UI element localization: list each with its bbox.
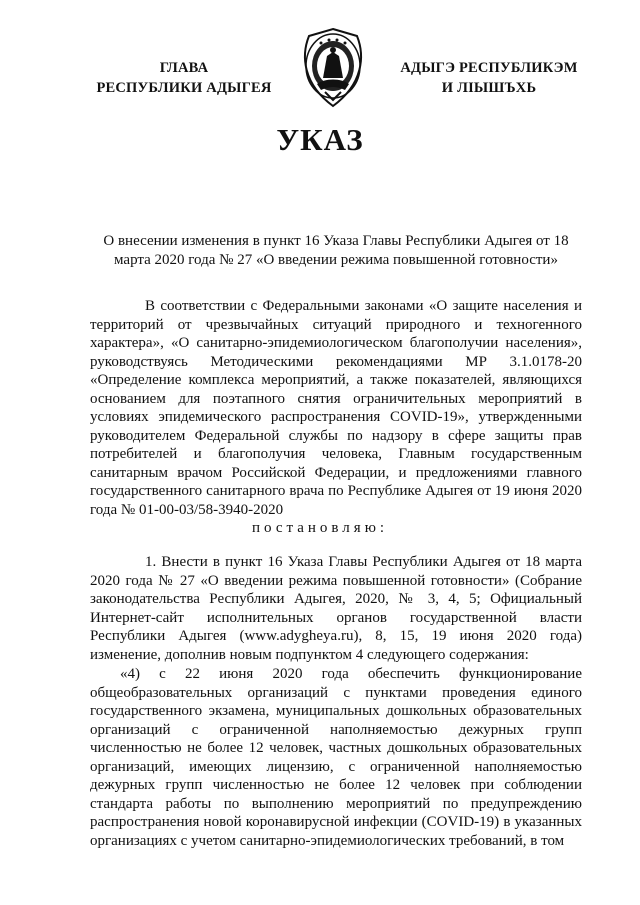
issuer-russian bbox=[86, 58, 282, 98]
document-title: УКАЗ bbox=[276, 122, 364, 157]
document-subject: О внесении изменения в пункт 16 Указа Главы Республики Адыгея от 18 марта 2020 года № 27 «О введении режима повышенной готовности» bbox=[103, 233, 569, 268]
coat-of-arms-icon bbox=[295, 26, 371, 110]
issuer-adyghe bbox=[384, 58, 594, 98]
issuer-adyghe-line1: АДЫГЭ РЕСПУБЛИКЭМ bbox=[400, 60, 578, 76]
issuer-russian-line1: ГЛАВА bbox=[159, 60, 209, 76]
preamble-paragraph: В соответствии с Федеральными законами «О защите населения и территорий от чрезвычайных ситуаций природного и техногенного характера», «О санитарно-эпидемиологическом благополучии населения», руководствуясь Методическими рекомендациями МР 3.1.0178-20 «Определение комплекса мероприятий, а также показателей, являющихся основанием для поэтапного снятия ограничительных мероприятий в условиях эпидемического распространения COVID-19», утвержденными руководителем Федеральной службы по надзору в сфере защиты прав потребителей и благополучия человека, Главным государственным санитарным врачом Российской Федерации, и предложениями главного государственного санитарного врача по Республике Адыгея от 19 июня 2020 года № 01-00-03/58-3940-2020 bbox=[90, 298, 582, 518]
item-1-paragraph: 1. Внести в пункт 16 Указа Главы Республики Адыгея от 18 марта 2020 года № 27 «О введении режима повышенной готовности» (Собрание законодательства Республики Адыгея, 2020, № 3, 4, 5; Официальный Интернет-сайт исполнительных органов государственной власти Республики Адыгея (www.adygheya.ru), 8, 15, 19 июня 2020 года) изменение, дополнив новым подпунктом 4 следующего содержания: bbox=[90, 554, 582, 663]
issuer-adyghe-line2: И ЛІЫШЪХЬ bbox=[441, 80, 537, 96]
issuer-russian-line2: РЕСПУБЛИКИ АДЫГЕЯ bbox=[96, 80, 272, 96]
subitem-4-paragraph: «4) с 22 июня 2020 года обеспечить функционирование общеобразовательных организаций с пунктами проведения единого государственного экзамена, муниципальных дошкольных образовательных организаций с ограниченной наполняемостью дежурных групп численностью не более 12 человек, частных дошкольных образовательных организаций, имеющих лицензию, с ограниченной наполняемостью дежурных групп численностью не более 12 человек при соблюдении стандарта работы по выполнению мероприятий по предупреждению распространения новой коронавирусной инфекции (COVID-19) в указанных организациях с учетом санитарно-эпидемиологических требований, в том bbox=[90, 666, 582, 849]
decree-word: постановляю: bbox=[251, 520, 389, 536]
